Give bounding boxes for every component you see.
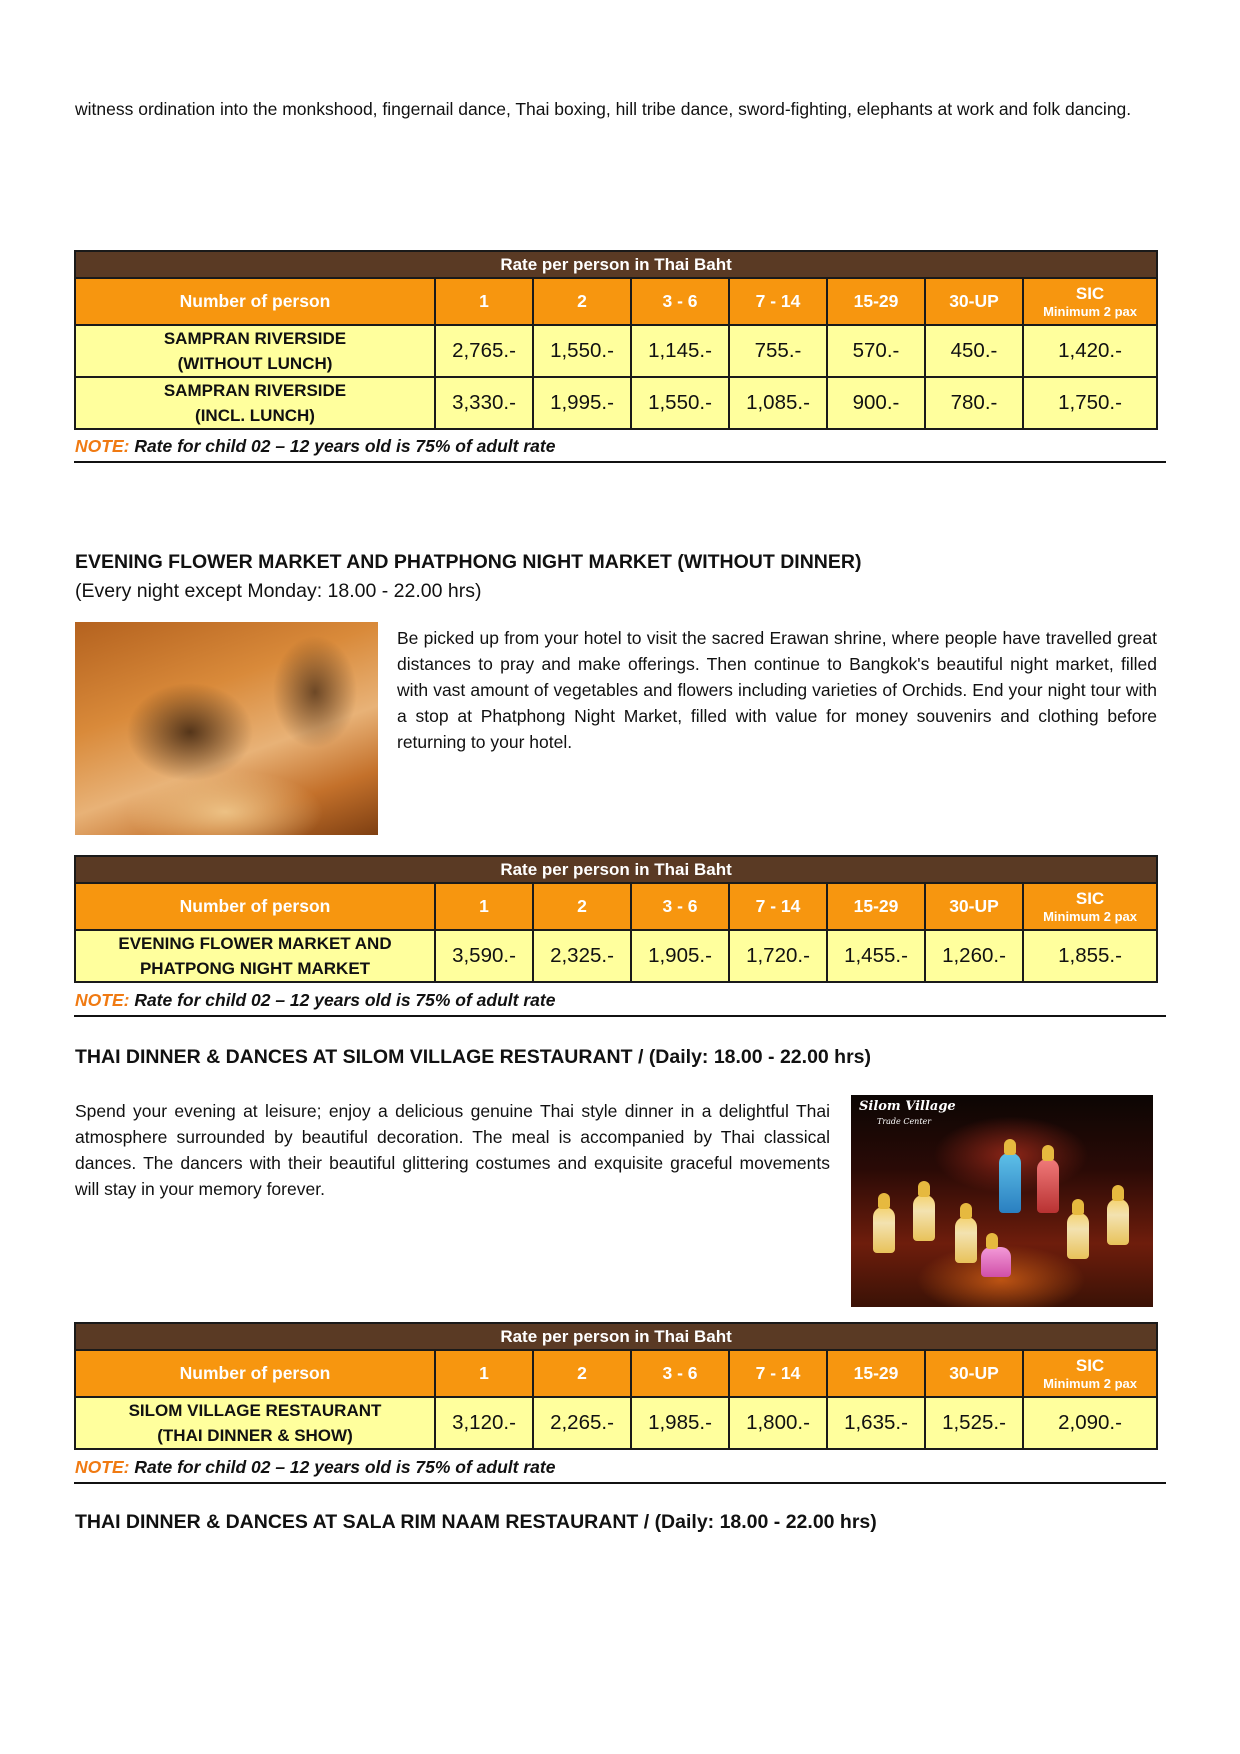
rate-header-row [75, 1350, 1157, 1397]
note-label: NOTE: [75, 436, 130, 456]
thai-dance-photo [851, 1095, 1153, 1307]
note-text: Rate for child 02 – 12 years old is 75% of adult rate [129, 436, 556, 456]
child-rate-note [75, 988, 555, 1012]
flower-market-description: Be picked up from your hotel to visit the sacred Erawan shrine, where people have travelled great distances to pray and make offerings. Then continue to Bangkok's beautiful night market, filled with vast amount of vegetables and flowers including varieties of Orchids. End your night tour with a stop at Phatphong Night Market, filled with value for money souvenirs and clothing before returning to your hotel. [397, 628, 1157, 752]
rate-cell: 1,635.- [827, 1397, 925, 1449]
dancer-figure [1037, 1159, 1059, 1213]
tier-header: 2 [533, 278, 631, 325]
row-name-line: PHATPONG NIGHT MARKET [139, 959, 371, 978]
rate-cell: 1,720.- [729, 930, 827, 982]
rate-cell: 1,550.- [631, 377, 729, 429]
tier-header: 15-29 [827, 1350, 925, 1397]
rate-cell: 1,455.- [827, 930, 925, 982]
tier-header: 15-29 [827, 278, 925, 325]
tier-header: 2 [533, 883, 631, 930]
sic-rate-cell: 1,420.- [1023, 325, 1157, 377]
note-text: Rate for child 02 – 12 years old is 75% of adult rate [129, 1457, 556, 1477]
rate-cell: 1,995.- [533, 377, 631, 429]
tier-header: 3 - 6 [631, 278, 729, 325]
sic-header [1023, 1350, 1157, 1397]
rate-cell: 3,330.- [435, 377, 533, 429]
note-text: Rate for child 02 – 12 years old is 75% of adult rate [129, 990, 556, 1010]
table-row [75, 377, 1157, 429]
section-title-flower-market: EVENING FLOWER MARKET AND PHATPHONG NIGHT MARKET (WITHOUT DINNER) [75, 551, 862, 573]
rate-table-flower-market [74, 855, 1158, 983]
rate-cell: 2,265.- [533, 1397, 631, 1449]
tier-header: 30-UP [925, 883, 1023, 930]
tier-header: 15-29 [827, 883, 925, 930]
number-of-person-header: Number of person [75, 883, 435, 930]
note-label: NOTE: [75, 990, 130, 1010]
rate-cell: 570.- [827, 325, 925, 377]
sic-label: SIC [1075, 283, 1105, 303]
table-row [75, 930, 1157, 982]
rate-cell: 1,905.- [631, 930, 729, 982]
rate-caption: Rate per person in Thai Baht [75, 1323, 1157, 1350]
note-label: NOTE: [75, 1457, 130, 1477]
sic-label: SIC [1075, 1355, 1105, 1375]
rate-cell: 1,550.- [533, 325, 631, 377]
rate-header-row [75, 883, 1157, 930]
row-name [75, 325, 435, 377]
table-row [75, 325, 1157, 377]
rate-caption-row [75, 251, 1157, 278]
sic-rate-cell: 1,855.- [1023, 930, 1157, 982]
tier-header: 30-UP [925, 1350, 1023, 1397]
rate-cell: 450.- [925, 325, 1023, 377]
dancer-figure [913, 1195, 935, 1241]
row-name-line: EVENING FLOWER MARKET AND [118, 934, 392, 953]
section-divider [74, 1482, 1166, 1484]
sic-header [1023, 883, 1157, 930]
rate-cell: 1,260.- [925, 930, 1023, 982]
silom-village-logo: Silom Village Trade Center [859, 1099, 956, 1126]
rate-cell: 1,525.- [925, 1397, 1023, 1449]
row-name [75, 1397, 435, 1449]
sic-rate-cell: 1,750.- [1023, 377, 1157, 429]
row-name-line: (THAI DINNER & SHOW) [157, 1426, 353, 1445]
tier-header: 30-UP [925, 278, 1023, 325]
rate-cell: 2,765.- [435, 325, 533, 377]
rate-table-sampran [74, 250, 1158, 430]
tier-header: 7 - 14 [729, 1350, 827, 1397]
rate-cell: 3,120.- [435, 1397, 533, 1449]
tier-header: 1 [435, 278, 533, 325]
dancer-figure [955, 1217, 977, 1263]
tier-header: 7 - 14 [729, 278, 827, 325]
rate-cell: 1,985.- [631, 1397, 729, 1449]
rate-caption-row [75, 856, 1157, 883]
flower-market-photo [75, 622, 378, 835]
section-title-sala-rim-naam: THAI DINNER & DANCES AT SALA RIM NAAM RESTAURANT / (Daily: 18.00 - 22.00 hrs) [75, 1511, 877, 1533]
dancer-figure [873, 1207, 895, 1253]
rate-caption: Rate per person in Thai Baht [75, 856, 1157, 883]
tier-header: 3 - 6 [631, 1350, 729, 1397]
section-divider [74, 461, 1166, 463]
rate-table-silom-village [74, 1322, 1158, 1450]
sic-header [1023, 278, 1157, 325]
row-name [75, 930, 435, 982]
number-of-person-header: Number of person [75, 1350, 435, 1397]
silom-village-description: Spend your evening at leisure; enjoy a delicious genuine Thai style dinner in a delightful Thai atmosphere surrounded by beautiful decoration. The meal is accompanied by Thai classical dances. The dancers with their beautiful glittering costumes and exquisite graceful movements will stay in your memory forever. [75, 1101, 830, 1199]
section-divider [74, 1015, 1166, 1017]
rate-caption-row [75, 1323, 1157, 1350]
row-name-line: SAMPRAN RIVERSIDE [163, 381, 347, 400]
rate-cell: 755.- [729, 325, 827, 377]
tier-header: 3 - 6 [631, 883, 729, 930]
sic-minimum-label: Minimum 2 pax [1043, 303, 1137, 319]
row-name-line: (INCL. LUNCH) [195, 406, 315, 425]
rate-cell: 1,800.- [729, 1397, 827, 1449]
rate-cell: 900.- [827, 377, 925, 429]
rate-cell: 3,590.- [435, 930, 533, 982]
dancer-figure [981, 1247, 1011, 1277]
dancer-figure [1067, 1213, 1089, 1259]
rate-cell: 2,325.- [533, 930, 631, 982]
row-name-line: (WITHOUT LUNCH) [177, 354, 333, 373]
tier-header: 7 - 14 [729, 883, 827, 930]
tier-header: 1 [435, 883, 533, 930]
section-title-silom-village: THAI DINNER & DANCES AT SILOM VILLAGE RESTAURANT / (Daily: 18.00 - 22.00 hrs) [75, 1046, 872, 1068]
number-of-person-header: Number of person [75, 278, 435, 325]
rate-cell: 780.- [925, 377, 1023, 429]
sic-minimum-label: Minimum 2 pax [1043, 1375, 1137, 1391]
rate-header-row [75, 278, 1157, 325]
rate-cell: 1,145.- [631, 325, 729, 377]
dancer-figure [1107, 1199, 1129, 1245]
row-name-line: SAMPRAN RIVERSIDE [163, 329, 347, 348]
tier-header: 1 [435, 1350, 533, 1397]
child-rate-note [75, 434, 555, 458]
rate-cell: 1,085.- [729, 377, 827, 429]
sic-minimum-label: Minimum 2 pax [1043, 908, 1137, 924]
child-rate-note [75, 1455, 555, 1479]
sic-rate-cell: 2,090.- [1023, 1397, 1157, 1449]
dancer-figure [999, 1153, 1021, 1213]
tier-header: 2 [533, 1350, 631, 1397]
sic-label: SIC [1075, 888, 1105, 908]
row-name-line: SILOM VILLAGE RESTAURANT [128, 1401, 382, 1420]
rate-caption: Rate per person in Thai Baht [75, 251, 1157, 278]
row-name [75, 377, 435, 429]
section-subtitle-flower-market: (Every night except Monday: 18.00 - 22.00 hrs) [75, 580, 482, 602]
table-row [75, 1397, 1157, 1449]
intro-paragraph: witness ordination into the monkshood, fingernail dance, Thai boxing, hill tribe dance, sword-fighting, elephants at work and folk dancing. [75, 99, 1132, 119]
